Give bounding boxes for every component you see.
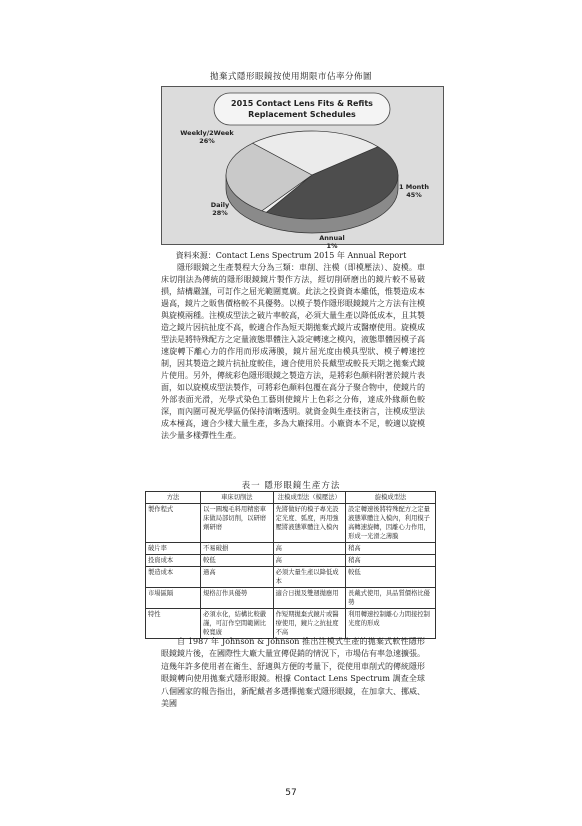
table-cell: 製作程式 bbox=[146, 504, 201, 543]
source-note: 資料來源：Contact Lens Spectrum 2015 年 Annual Report bbox=[175, 251, 407, 260]
slice-label: 1 Month bbox=[398, 183, 430, 191]
table-cell: 長戴式使用，具品質價格比優勢 bbox=[346, 588, 436, 609]
table-cell: 稍高 bbox=[346, 543, 436, 555]
table-row bbox=[146, 543, 436, 555]
pie-chart-svg bbox=[162, 87, 443, 250]
chart-title-line2: Replacement Schedules bbox=[248, 110, 356, 119]
table-cell: 不易破損 bbox=[201, 543, 274, 555]
slice-value-label: 28% bbox=[212, 209, 228, 217]
slice-value-label: 1% bbox=[326, 242, 338, 250]
table-cell: 必須水化，結構比較嚴謹，可訂作空間範圍比較寬廣 bbox=[201, 609, 274, 639]
header-cell: 旋模成型法 bbox=[346, 492, 436, 504]
table-cell: 投資成本 bbox=[146, 555, 201, 567]
slice-label: Weekly/2Week bbox=[180, 129, 234, 137]
paragraph-text: 自 1987 年 Johnson & Johnson 推出注模式生產的拋棄式軟性隱形眼鏡鏡片後，在國際性大廠大量宣傳促銷的情況下，市場佔有率急速擴張。這幾年許多使用者在衛生、舒適與方便的考量下，從使用車削式的傳統隱形眼鏡轉向使用拋棄式隱形眼鏡。根據 Contact Lens Spectrum 調查全球八個國家的報告指出，新配戴者多選擇拋棄式隱形眼鏡，在加拿大、挪威、美國 bbox=[161, 637, 425, 709]
page-number: 57 bbox=[285, 788, 297, 798]
table-cell: 高 bbox=[273, 543, 346, 555]
table-cell: 作短期拋棄式鏡片或醫療使用，鏡片之抗扯度不高 bbox=[273, 609, 346, 639]
body-paragraph-1 bbox=[161, 262, 425, 442]
table-cell: 特性 bbox=[146, 609, 201, 639]
table-cell: 過高 bbox=[201, 567, 274, 588]
body-paragraph-2 bbox=[161, 636, 425, 710]
header-cell: 方法 bbox=[146, 492, 201, 504]
chart-title-line1: 2015 Contact Lens Fits & Refits bbox=[231, 99, 373, 108]
paragraph-text: 隱形眼鏡之生產製程大分為三類：車削、注模（即模壓法）、旋模。車床切削法為傳統的隱形眼鏡鏡片製作方法，經切削研磨出的鏡片較不易破損，結構嚴謹，可訂作之屈光範圍寬廣。此法之投資資本雖低，惟製造成本過高，鏡片之販售價格較不具優勢。以模子製作隱形眼鏡鏡片之方法有注模與旋模兩種。注模成型法之破片率較高，必須大量生產以降低成本，且其製造之鏡片因抗扯度不高，較適合作為短天期拋棄式鏡片或醫療使用。旋模成型法是將特殊配方之定量液態單體注入設定轉速之模內，液態單體因模子高速旋轉下離心力的作用而形成薄膜，鏡片屈光度由模具型狀、模子轉速控制，因其製造之鏡片抗扯度較佳，適合使用於長戴型或較長天期之拋棄式鏡片使用。另外，傳統彩色隱形眼鏡之製造方法，是將彩色顏料附著於鏡片表面，如以旋模成型法製作，可將彩色顏料包覆在高分子聚合物中，使鏡片的外部表面光滑，光學式染色工藝則使鏡片上色彩之分佈，達成外緣顏色較深，而內圍可視光學區仍保持清晰透明。就資金與生產技術言，注模成型法成本極高，適合少樣大量生產，多為大廠採用。小廠資本不足，較適以旋模法少量多樣彈性生產。 bbox=[161, 263, 425, 440]
slice-label: Daily bbox=[210, 201, 230, 209]
header-cell: 車床切削法 bbox=[201, 492, 274, 504]
table-cell: 稍高 bbox=[346, 555, 436, 567]
table-cell: 製造成本 bbox=[146, 567, 201, 588]
chart-title-box bbox=[214, 93, 390, 125]
slice-value-label: 26% bbox=[199, 137, 215, 145]
table-cell: 較低 bbox=[201, 555, 274, 567]
table-cell: 設定轉速後將特殊配方之定量液態單體注入模內，利用模子高轉速旋轉，因離心力作用，形成一光滑之薄膜 bbox=[346, 504, 436, 543]
chart-caption: 拋棄式隱形眼鏡按使用期限市佔率分佈圖 bbox=[209, 72, 372, 82]
table-caption: 表一 隱形眼鏡生產方法 bbox=[241, 481, 341, 491]
table-cell: 高 bbox=[273, 555, 346, 567]
table-row bbox=[146, 588, 436, 609]
table-cell: 適合日拋及雙週拋應用 bbox=[273, 588, 346, 609]
table-row bbox=[146, 504, 436, 543]
table-cell: 必須大量生產以降低成本 bbox=[273, 567, 346, 588]
table-row bbox=[146, 609, 436, 639]
table-cell: 規格訂作具優勢 bbox=[201, 588, 274, 609]
table-cell: 先將做好的模子專光設定光度、弧度，再用強壓將液態單體注入模內 bbox=[273, 504, 346, 543]
slice-label: Annual bbox=[319, 234, 345, 242]
table-cell: 利用轉速控制離心力間接控制光度的形成 bbox=[346, 609, 436, 639]
pie-chart bbox=[161, 86, 444, 250]
table-row bbox=[146, 555, 436, 567]
table-cell: 破片率 bbox=[146, 543, 201, 555]
table-row bbox=[146, 567, 436, 588]
table-header-row bbox=[146, 492, 436, 504]
table-cell: 市場區隔 bbox=[146, 588, 201, 609]
table-cell: 較低 bbox=[346, 567, 436, 588]
production-methods-table bbox=[145, 491, 436, 639]
slice-value-label: 45% bbox=[406, 191, 422, 199]
header-cell: 注模成型法（模壓法） bbox=[273, 492, 346, 504]
table-cell: 以一圓塊毛料用精密車床做局部切削，以研磨劑研磨 bbox=[201, 504, 274, 543]
